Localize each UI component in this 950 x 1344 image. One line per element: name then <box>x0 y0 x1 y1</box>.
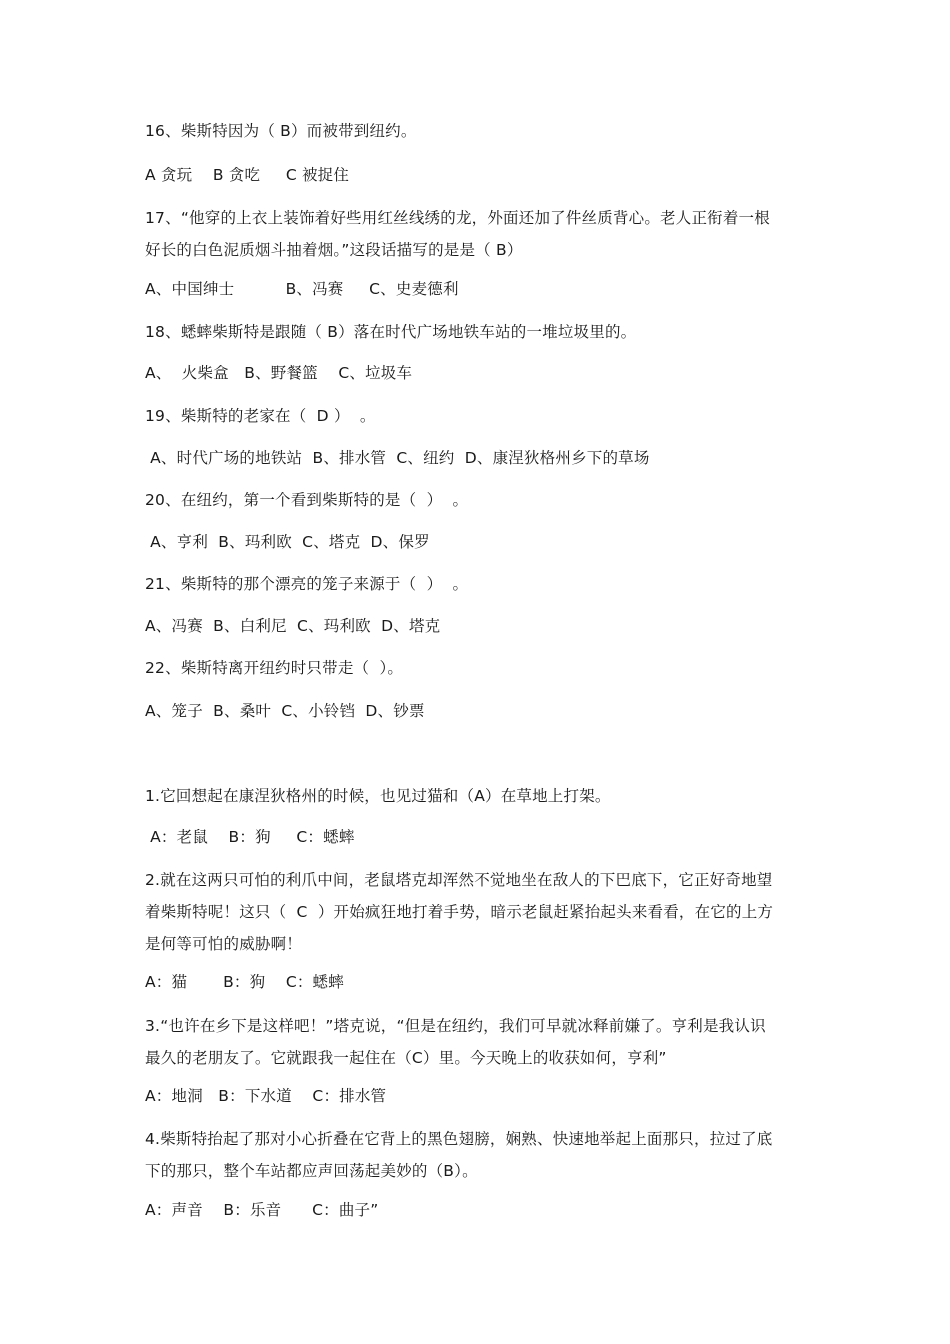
question-19: 19、柴斯特的老家在（ D ） 。 <box>145 407 376 425</box>
question-1-options: A：老鼠 B：狗 C：蟋蟀 <box>145 828 355 846</box>
question-4-line-1: 4.柴斯特抬起了那对小心折叠在它背上的黑色翅膀，娴熟、快速地举起上面那只，拉过了底 <box>145 1130 773 1148</box>
question-18-options: A、 火柴盒 B、野餐篮 C、垃圾车 <box>145 364 413 382</box>
question-1: 1.它回想起在康涅狄格州的时候，也见过猫和（A）在草地上打架。 <box>145 787 611 805</box>
question-3-line-2: 最久的老朋友了。它就跟我一起住在（C）里。今天晚上的收获如何，亨利” <box>145 1049 667 1067</box>
question-2-line-3: 是何等可怕的威胁啊！ <box>145 935 303 953</box>
question-21-options: A、冯赛 B、白利尼 C、玛利欧 D、塔克 <box>145 617 441 635</box>
question-17-line-1: 17、“他穿的上衣上装饰着好些用红丝线绣的龙，外面还加了件丝质背心。老人正衔着一根 <box>145 209 770 227</box>
question-18: 18、蟋蟀柴斯特是跟随（ B）落在时代广场地铁车站的一堆垃圾里的。 <box>145 323 637 341</box>
question-2-line-2: 着柴斯特呢！这只（ C ）开始疯狂地打着手势，暗示老鼠赶紧抬起头来看看，在它的上方 <box>145 903 774 921</box>
question-16: 16、柴斯特因为（ B）而被带到纽约。 <box>145 122 417 140</box>
question-3-options: A：地洞 B：下水道 C：排水管 <box>145 1087 387 1105</box>
question-21: 21、柴斯特的那个漂亮的笼子来源于（ ） 。 <box>145 575 469 593</box>
question-2-options: A：猫 B：狗 C：蟋蟀 <box>145 973 344 991</box>
question-2-line-1: 2.就在这两只可怕的利爪中间，老鼠塔克却浑然不觉地坐在敌人的下巴底下，它正好奇地望 <box>145 871 773 889</box>
question-20-options: A、亨利 B、玛利欧 C、塔克 D、保罗 <box>145 533 430 551</box>
question-4-options: A：声音 B：乐音 C：曲子” <box>145 1201 379 1219</box>
question-22: 22、柴斯特离开纽约时只带走（ ）。 <box>145 659 404 677</box>
question-17-line-2: 好长的白色泥质烟斗抽着烟。”这段话描写的是是（ B） <box>145 241 523 259</box>
question-22-options: A、笼子 B、桑叶 C、小铃铛 D、钞票 <box>145 702 425 720</box>
question-16-options: A 贪玩 B 贪吃 C 被捉住 <box>145 166 350 184</box>
question-20: 20、在纽约，第一个看到柴斯特的是（ ） 。 <box>145 491 469 509</box>
question-3-line-1: 3.“也许在乡下是这样吧！”塔克说，“但是在纽约，我们可早就冰释前嫌了。亨利是我认识 <box>145 1017 766 1035</box>
question-19-options: A、时代广场的地铁站 B、排水管 C、纽约 D、康涅狄格州乡下的草场 <box>145 449 650 467</box>
question-4-line-2: 下的那只，整个车站都应声回荡起美妙的（B）。 <box>145 1162 478 1180</box>
question-17-options: A、中国绅士 B、冯赛 C、史麦德利 <box>145 280 459 298</box>
